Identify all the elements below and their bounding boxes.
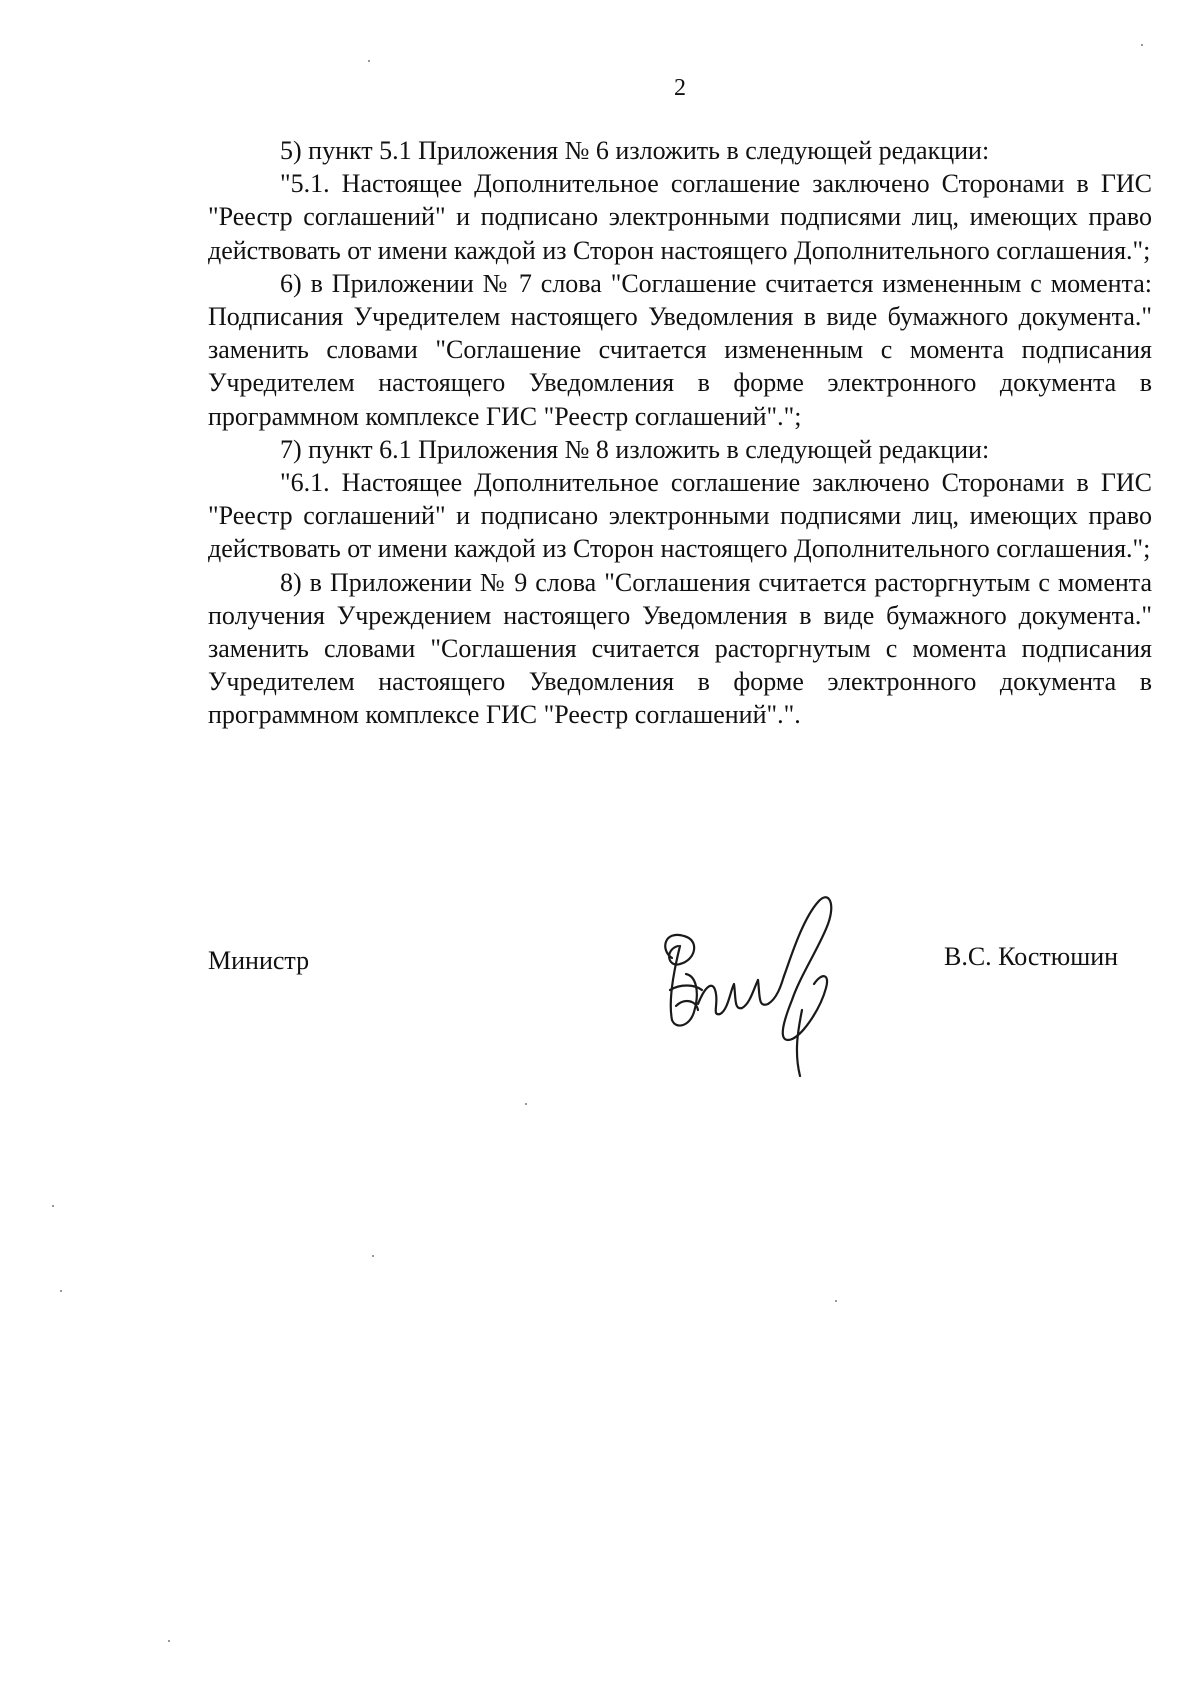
paragraph-quote-5-1: "5.1. Настоящее Дополнительное соглашение заключено Сторонами в ГИС "Реестр соглашений" и подписано электронными подписями лиц, имеющих право действовать от имени каждой из Сторон настоящего Дополнительного соглашения."; bbox=[208, 169, 1152, 265]
scan-speck bbox=[368, 60, 370, 62]
scan-speck bbox=[60, 1290, 62, 1292]
scan-speck bbox=[372, 1255, 374, 1257]
signatory-position: Министр bbox=[208, 946, 310, 975]
handwritten-signature bbox=[650, 880, 870, 1080]
scan-speck bbox=[168, 1640, 170, 1642]
signatory-name: В.С. Костюшин bbox=[944, 942, 1119, 971]
paragraph-item-7: 7) пункт 6.1 Приложения № 8 изложить в следующей редакции: bbox=[280, 434, 990, 464]
document-body bbox=[208, 134, 1152, 732]
scan-speck bbox=[835, 1300, 837, 1302]
paragraph-item-8: 8) в Приложении № 9 слова "Соглашения считается расторгнутым с момента получения Учреждением настоящего Уведомления в виде бумажного документа." заменить словами "Соглашения считается расторгнутым с момента подписания Учредителем настоящего Уведомления в форме электронного документа в программном комплексе ГИС "Реестр соглашений".". bbox=[208, 567, 1152, 730]
paragraph-item-6: 6) в Приложении № 7 слова "Соглашение считается измененным с момента: Подписания Учредителем настоящего Уведомления в виде бумажного документа." заменить словами "Соглашение считается измененным с момента подписания Учредителем настоящего Уведомления в форме электронного документа в программном комплексе ГИС "Реестр соглашений"."; bbox=[208, 268, 1152, 431]
paragraph-item-5: 5) пункт 5.1 Приложения № 6 изложить в следующей редакции: bbox=[280, 136, 990, 165]
page-number: 2 bbox=[674, 75, 686, 101]
scan-speck bbox=[525, 1103, 527, 1105]
scan-speck bbox=[1141, 44, 1143, 46]
scan-speck bbox=[52, 1205, 54, 1207]
paragraph-quote-6-1: "6.1. Настоящее Дополнительное соглашение заключено Сторонами в ГИС "Реестр соглашений" и подписано электронными подписями лиц, имеющих право действовать от имени каждой из Сторон настоящего Дополнительного соглашения."; bbox=[208, 468, 1152, 564]
